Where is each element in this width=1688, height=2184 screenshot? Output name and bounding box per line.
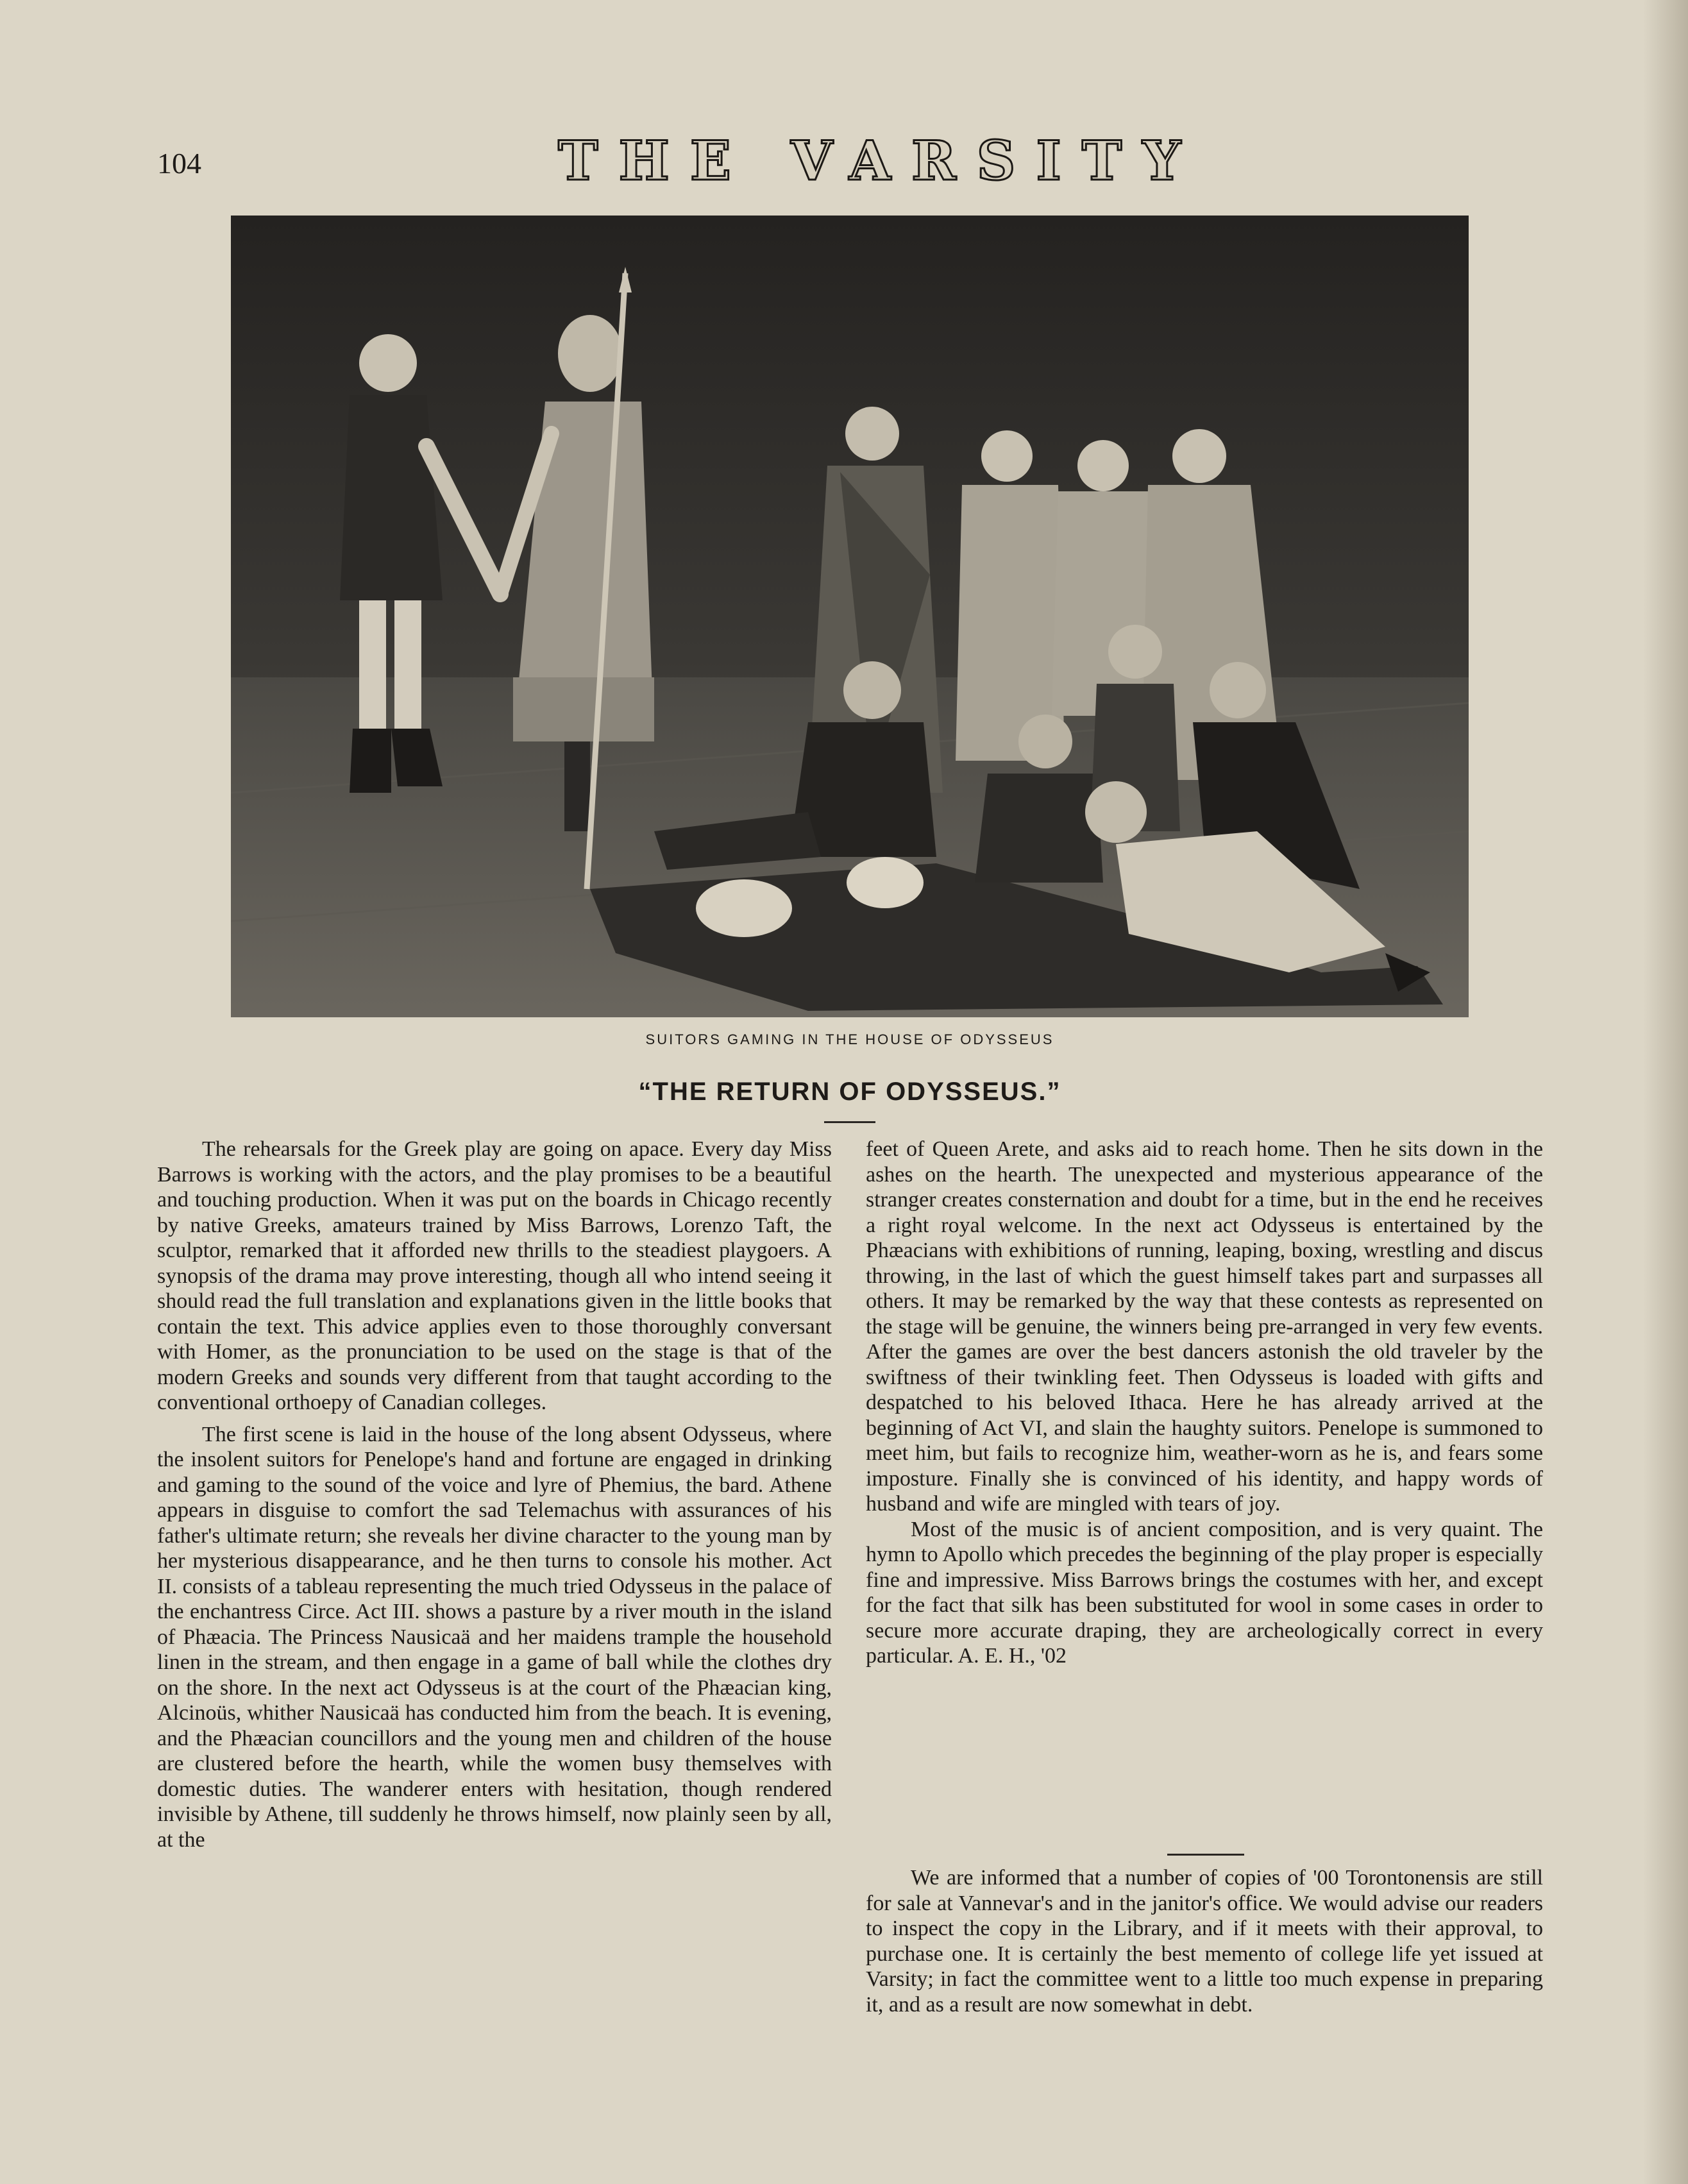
page-number: 104 xyxy=(157,147,201,180)
page-edge-shadow xyxy=(1643,0,1688,2184)
article-column-right xyxy=(866,1137,1543,1669)
author-signature: A. E. H., '02 xyxy=(958,1644,1067,1668)
torontonensis-notice xyxy=(866,1865,1543,2017)
section-rule xyxy=(1167,1854,1244,1856)
article-paragraph: The first scene is laid in the house of the long absent Odysseus, where the insolent suitors for Penelope's hand and fortune are engaged in drinking and gaming to the sound of the voice and lyre of Phemius, the bard. Athene appears in disguise to comfort the sad Telemachus with assurances of his father's ultimate return; she reveals her divine character to the young man by her mysterious disappearance, and he then turns to console his mother. Act II. consists of a tableau representing the much tried Odysseus in the palace of the enchantress Circe. Act III. shows a pasture by a river mouth in the island of Phæacia. The Princess Nausicaä and her maidens trample the household linen in the stream, and then engage in a game of ball while the clothes dry on the shore. In the next act Odysseus is at the court of the Phæacian king, Alcinoüs, whither Nausicaä has conducted him from the beach. It is evening, and the Phæacian councillors and the young men and children of the house are clustered before the hearth, while the women busy themselves with domestic duties. The wanderer enters with hesitation, though rendered invisible by Athene, till suddenly he throws himself, now plainly seen by all, at the xyxy=(157,1422,832,1852)
article-column-left xyxy=(157,1137,832,1852)
headline-rule xyxy=(824,1121,875,1123)
article-paragraph-text: Most of the music is of ancient composition, and is very quaint. The hymn to Apollo which precedes the beginning of the play proper is especially fine and impressive. Miss Barrows brings the costumes with her, and except for the fact that silk has been substituted for wool in some cases in order to secure more accurate draping, they are archeologically correct in every particular. xyxy=(866,1517,1543,1668)
article-paragraph: feet of Queen Arete, and asks aid to reach home. Then he sits down in the ashes on the hearth. The unexpected and mysterious appearance of the stranger creates consternation and doubt for a time, but in the end he receives a right royal welcome. In the next act Odysseus is entertained by the Phæacians with exhibitions of running, leaping, boxing, wrestling and discus throwing, in the last of which the guest himself takes part and surpasses all others. It may be remarked by the way that these contests as represented on the stage will be genuine, the winners being pre-arranged in very few events. After the games are over the best dancers astonish the old traveler by the swiftness of their twinkling feet. Then Odysseus is loaded with gifts and despatched to his beloved Ithaca. Here he has already arrived at the beginning of Act VI, and slain the haughty suitors. Penelope is summoned to meet him, but fails to recognize him, weather-worn as he is, and fears some imposture. Finally she is convinced of his identity, and happy words of husband and wife are mingled with tears of joy. xyxy=(866,1137,1543,1516)
notice-paragraph: We are informed that a number of copies of '00 Torontonensis are still for sale at Vannevar's and in the janitor's office. We would advise our readers to inspect the copy in the Library, and if it meets with their approval, to purchase one. It is certainly the best memento of college life yet issued at Varsity; in fact the committee went to a little too much expense in preparing it, and as a result are now somewhat in debt. xyxy=(866,1866,1543,2017)
article-paragraph xyxy=(866,1517,1543,1669)
stage-scene-illustration xyxy=(231,216,1469,1017)
article-headline: “THE RETURN OF ODYSSEUS.” xyxy=(638,1078,1061,1106)
figure-caption: SUITORS GAMING IN THE HOUSE OF ODYSSEUS xyxy=(645,1031,1054,1047)
masthead-title: THE VARSITY xyxy=(558,129,1202,192)
article-paragraph: The rehearsals for the Greek play are going on apace. Every day Miss Barrows is working with the actors, and the play promises to be a beautiful and touching production. When it was put on the boards in Chicago recently by native Greeks, amateurs trained by Miss Barrows, Lorenzo Taft, the sculptor, remarked that it afforded new thrills to the steadiest playgoers. A synopsis of the drama may prove interesting, though all who intend seeing it should read the full translation and explanations given in the little books that contain the text. This advice applies even to those thoroughly conversant with Homer, as the pronunciation to be used on the stage is that of the modern Greeks and sounds very different from that taught according to the conventional orthoepy of Canadian colleges. xyxy=(157,1137,832,1414)
figure-photograph xyxy=(231,216,1469,1017)
